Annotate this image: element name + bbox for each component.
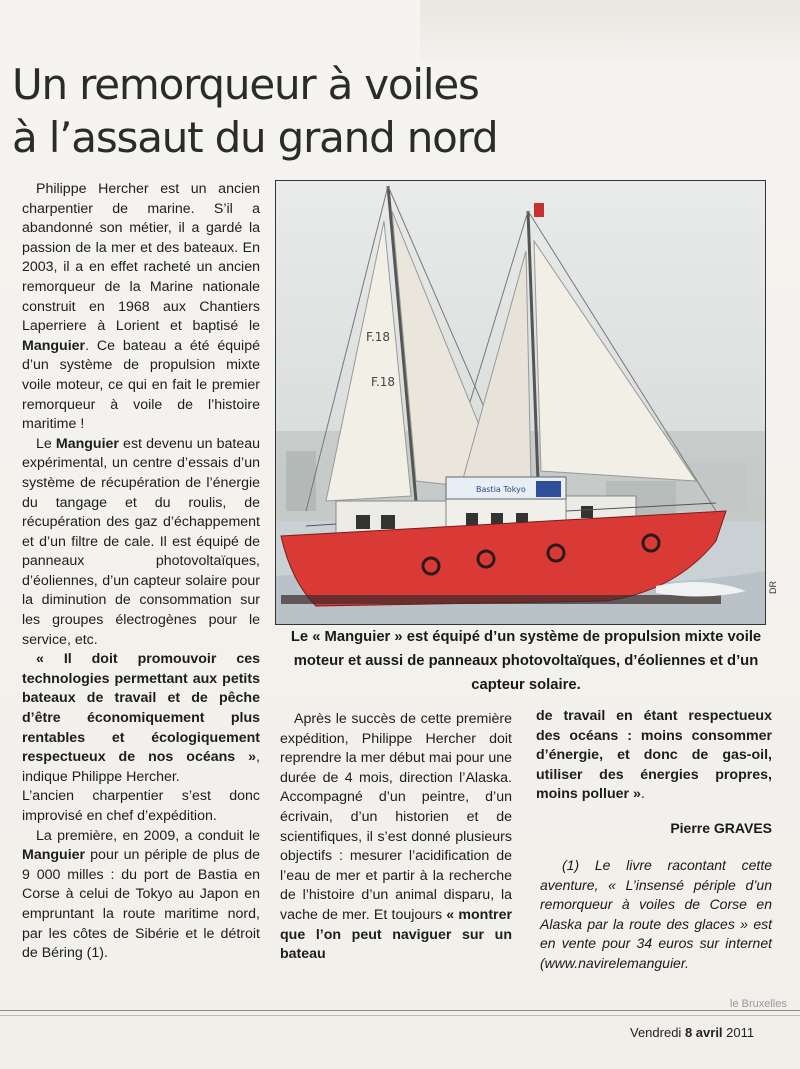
article-column-3 — [536, 707, 772, 805]
article-column-2 — [280, 710, 512, 965]
photo-caption: Le « Manguier » est équipé d’un système de propulsion mixte voile moteur et aussi de panneaux photovoltaïques, d’éoliennes et d’un capteur solaire. — [290, 629, 762, 693]
footer-rule — [0, 1010, 800, 1011]
footnote: (1) Le livre racontant cette aventure, « L’insensé périple d’un remorqueur à voiles de Corse en Alaska par la route des glaces » est en vente pour 34 euros sur internet (www.navirelemanguier. — [540, 857, 772, 971]
photo-credit: DR — [768, 581, 778, 594]
paragraph-col2: Après le succès de cette première expédition, Philippe Hercher doit reprendre la mer début mai pour une durée de 4 mois, direction l’Alaska. Accompagné d’un peintre, d’un écrivain, d’un historien et de scientifiques, il s’est donné plusieurs objectifs : mesurer l’acidification de l’eau de mer et partir à la recherche de l’histoire d’un animal disparu, la vache de mer. Et toujours « montrer que l’on peut naviguer sur un bateau — [280, 711, 512, 963]
banner-text: Bastia Tokyo — [476, 485, 526, 494]
author-signature: Pierre GRAVES — [670, 820, 772, 836]
paragraph-4: L’ancien charpentier s’est donc improvisé en chef d’expédition. — [22, 788, 260, 824]
paragraph-2: Le Manguier est devenu un bateau expérimental, un centre d’essais d’un système de récupération de l’énergie du tangage et du roulis, de récupération des gaz d’échappement et d’un filtre de cale. Il est équipé de panneaux photovoltaïques, d’éoliennes, d’un capteur solaire pour la diminution de consommation sur les groupes électrogènes pour le service, etc. — [22, 435, 260, 648]
issue-date: Vendredi 8 avril 2011 — [630, 1025, 755, 1040]
boat-photo — [275, 180, 766, 625]
bleed-through-area — [420, 0, 800, 60]
sail-mark-2: F.18 — [371, 375, 396, 389]
article-column-1 — [22, 180, 260, 964]
paragraph-col3: de travail en étant respectueux des océans : moins consommer d’énergie, et donc de gas-oil, utiliser des énergies propres, moins polluer ». — [536, 708, 772, 803]
paragraph-1: Philippe Hercher est un ancien charpentier de marine. S’il a abandonné son métier, il a gardé la passion de la mer et des bateaux. En 2003, il a en effet racheté un ancien remorqueur de la Marine nationale construit en 1968 aux Chantiers Laperriere à Lorient et baptisé le Manguier. Ce bateau a été équipé d’un système de propulsion mixte voile moteur, ce qui en fait le premier remorqueur à voile de l’histoire maritime ! — [22, 181, 260, 433]
sail-mark-1: F.18 — [366, 330, 391, 344]
article-headline — [12, 58, 572, 164]
paragraph-5: La première, en 2009, a conduit le Manguier pour un périple de plus de 9 000 milles : du port de Bastia en Corse à celui de Tokyo au Japon en empruntant la route maritime nord, par les côtes de Sibérie et le détroit de Béring (1). — [22, 827, 260, 962]
headline-line-1: Un remorqueur à voiles — [12, 60, 479, 109]
headline-line-2: à l’assaut du grand nord — [12, 113, 498, 162]
bleed-through-text: le Bruxelles — [730, 998, 787, 1010]
footer-rule-2 — [0, 1015, 800, 1016]
paragraph-quote: « Il doit promouvoir ces technologies permettant aux petits bateaux de travail et de pêche d’être économiquement plus rentables et écologiquement respectueux de nos océans », indique Philippe Hercher. — [22, 651, 260, 785]
boat-illustration — [276, 181, 765, 624]
